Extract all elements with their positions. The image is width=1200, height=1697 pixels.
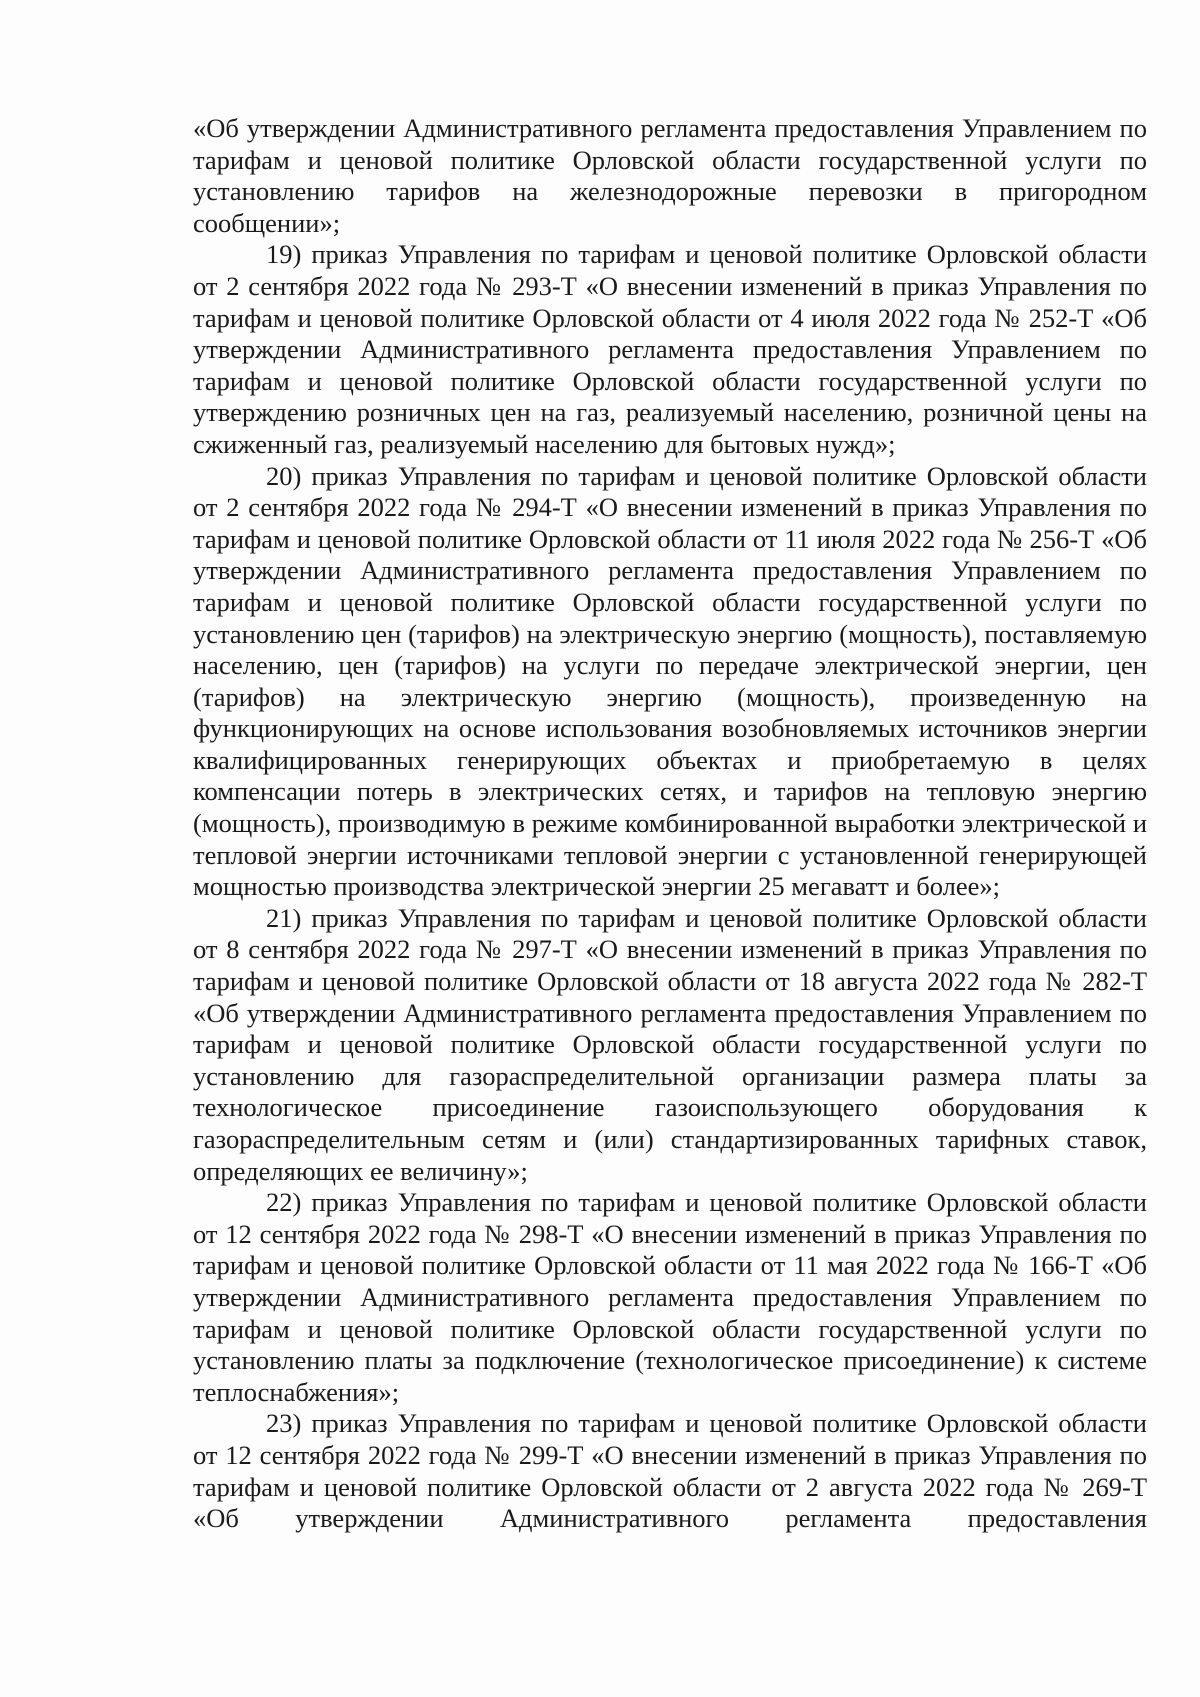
paragraph-18-continuation: «Об утверждении Административного регламента предоставления Управлением по тарифам и ценовой политике Орловской области государственной услуги по установлению тарифов на железнодорожные перевозки в пригородном сообщении»;	[193, 113, 1147, 238]
paragraph-22: 22) приказ Управления по тарифам и ценовой политике Орловской области от 12 сентября 2022 года № 298-Т «О внесении изменений в приказ Управления по тарифам и ценовой политике Орловской области от 11 мая 2022 года № 166-Т «Об утверждении Административного регламента предоставления Управлением по тарифам и ценовой политике Орловской области государственной услуги по установлению платы за подключение (технологическое присоединение) к системе теплоснабжения»;	[193, 1187, 1147, 1407]
paragraph-23: 23) приказ Управления по тарифам и ценовой политике Орловской области от 12 сентября 2022 года № 299-Т «О внесении изменений в приказ Управления по тарифам и ценовой политике Орловской области от 2 августа 2022 года № 269-Т «Об утверждении Административного регламента предоставления	[193, 1408, 1147, 1534]
paragraph-20: 20) приказ Управления по тарифам и ценовой политике Орловской области от 2 сентября 2022 года № 294-Т «О внесении изменений в приказ Управления по тарифам и ценовой политике Орловской области от 11 июля 2022 года № 256-Т «Об утверждении Административного регламента предоставления Управлением по тарифам и ценовой политике Орловской области государственной услуги по установлению цен (тарифов) на электрическую энергию (мощность), поставляемую населению, цен (тарифов) на услуги по передаче электрической энергии, цен (тарифов) на электрическую энергию (мощность), произведенную на функционирующих на основе использования возобновляемых источников энергии квалифицированных генерирующих объектах и приобретаемую в целях компенсации потерь в электрических сетях, и тарифов на тепловую энергию (мощность), производимую в режиме комбинированной выработки электрической и тепловой энергии источниками тепловой энергии с установленной генерирующей мощностью производства электрической энергии 25 мегаватт и более»;	[193, 460, 1147, 902]
paragraph-19: 19) приказ Управления по тарифам и ценовой политике Орловской области от 2 сентября 2022 года № 293-Т «О внесении изменений в приказ Управления по тарифам и ценовой политике Орловской области от 4 июля 2022 года № 252-Т «Об утверждении Административного регламента предоставления Управлением по тарифам и ценовой политике Орловской области государственной услуги по утверждению розничных цен на газ, реализуемый населению, розничной цены на сжиженный газ, реализуемый населению для бытовых нужд»;	[193, 239, 1147, 459]
document-body	[193, 113, 1147, 1535]
paragraph-21: 21) приказ Управления по тарифам и ценовой политике Орловской области от 8 сентября 2022 года № 297-Т «О внесении изменений в приказ Управления по тарифам и ценовой политике Орловской области от 18 августа 2022 года № 282-Т «Об утверждении Административного регламента предоставления Управлением по тарифам и ценовой политике Орловской области государственной услуги по установлению для газораспределительной организации размера платы за технологическое присоединение газоиспользующего оборудования к газораспределительным сетям и (или) стандартизированных тарифных ставок, определяющих ее величину»;	[193, 902, 1147, 1186]
